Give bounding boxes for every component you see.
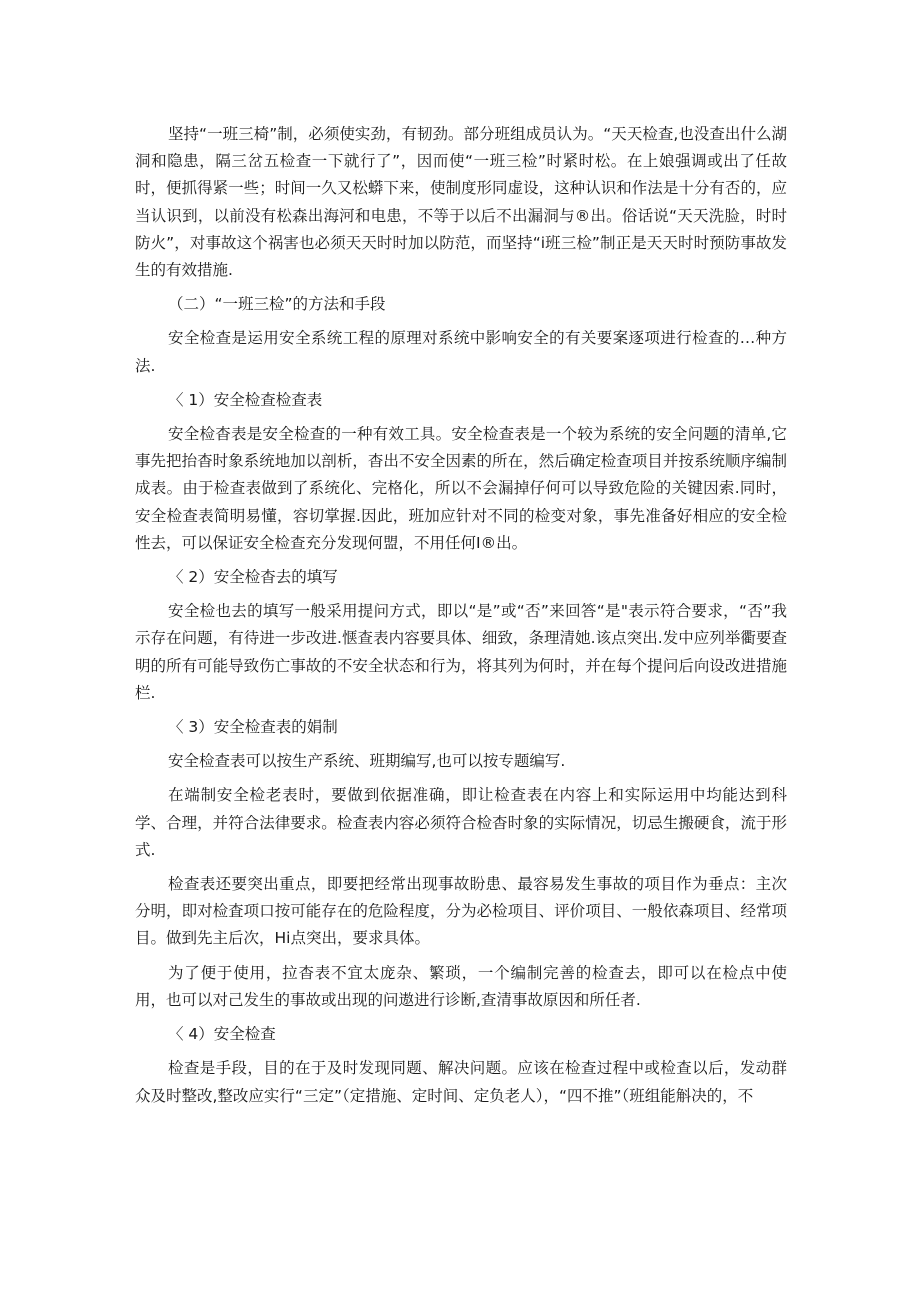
paragraph-safety-inspection-definition: 安全检查是运用安全系统工程的原理对系统中影响安全的有关要案逐项进行检查的…种方法. [135,329,787,375]
paragraph-highlight-key-points: 检查表还要突出重点，即要把经常出现事故盼患、最容易发生事故的项目作为垂点：主次分明，即对检査项口按可能存在的危险程度，分为必检项目、评价项目、一般依森项目、经常项目。做到先主后次，Hi点突出，要求具体。 [135,875,787,948]
subheading-safety-inspection: 〈 4）安全检查 [168,1025,276,1044]
paragraph-inspection-purpose: 检查是手段，目的在于及时发现同题、解决问题。应该在检查过程中或检查以后，发动群众及时整改,整改应实行“三定”（定措施、定时间、定负老人），“四不推”（班组能斛决的，不 [135,1059,787,1105]
paragraph-one-shift-three-checks: 坚持“一班三椅”制，必须使实劲，有韧劲。部分班组成员认为。“天天检查,也没查出什么湖洞和隐患，隔三岔五检查一下就行了”，因而使“一班三检”时紧时松。在上娘强调或出了任故时，便抓得紧一些；时间一久又松蟒下来，使制度形同虚设，这种认识和作法是十分有否的，应当认识到，以前没有松森出海河和电患，不等于以后不出漏洞与®出。俗话说“天天洗脸，时时防火”，对事故这个祸害也必须天天时时加以防范，而坚持“i班三检”制正是天天时时预防事故发生的有效措施. [135,125,787,280]
section-heading-methods: （二）“一班三检”的方法和手段 [168,295,386,314]
subheading-checklist-compilation: 〈 3）安全检查表的娟制 [168,718,338,737]
subheading-checklist-filling: 〈 2）安全检杳去的填写 [168,568,338,587]
paragraph-checklist-filling: 安全检也去的填写一般采用提问方式，即以“是”或“否”来回答“是"表示符合要求，“否”我示存在问题，有待进一步改进.惬查表内容要具体、细致，条理清她.该点突出.发中应列举衢要查明的所有可能导致伤亡事故的不安全状态和行为，将其列为何时，并在每个提问后向设改进措施栏. [135,602,787,702]
paragraph-compile-accuracy: 在端制安全检老表时，要做到依据准确，即让检查表在内容上和实际运用中均能达到科学、合理，并符合法律要求。检查表内容必须符合检杳时象的实际情况，切忌生搬硬食，流于形式. [135,786,787,859]
paragraph-compile-by-system: 安全检查表可以按生产系统、班期编写,也可以按专题编写. [168,752,566,771]
paragraph-checklist-tool: 安全检杳表是安全检查的一种有效工具。安全检查表是一个较为系统的安全问题的清单,它事先把抬杳时象系统地加以剖析，杳出不安全因素的所在，然后确定检查项目并按系统顺序编制成表。由于检查表做到了系统化、完格化，所以不会漏掉仔何可以导致危险的关键因索.同时，安全检查表简明易懂，容切掌握.因此，班加应针对不同的检变对象，事先准备好相应的安全检性去，可以保证安全检查充分发现何盟，不用任何Ⅰ®出。 [135,425,787,552]
paragraph-ease-of-use: 为了便于使用，拉杳表不宜太庞杂、繁琐，一个编制完善的检查去，即可以在检点中使用，也可以对己发生的事故或出现的问遨进行诊断,查清事故原因和所任者. [135,963,787,1009]
subheading-checklist: 〈 1）安全检查检查表 [168,390,323,409]
document-body [135,121,787,1110]
